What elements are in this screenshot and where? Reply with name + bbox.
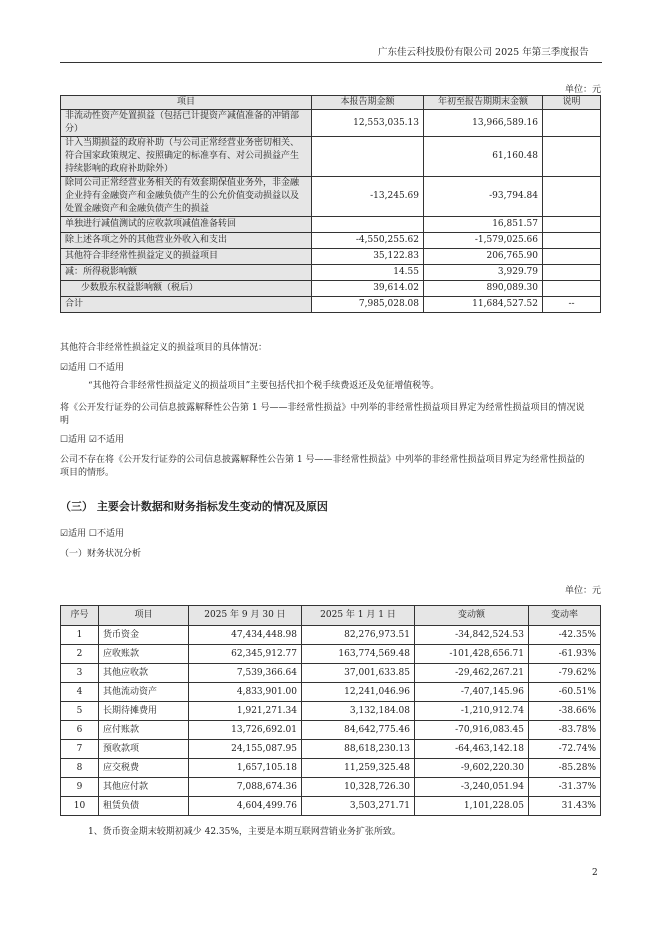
row-note (543, 177, 601, 217)
row-item: 应交税费 (99, 759, 189, 778)
row-change: -101,428,656.71 (415, 645, 529, 664)
table-row (61, 297, 601, 313)
column-header: 本报告期金额 (312, 96, 424, 110)
row-rate: -31.37% (529, 778, 601, 797)
footnote-cash: 1、货币资金期末较期初减少 42.35%，主要是本期互联网营销业务扩张所致。 (88, 827, 401, 837)
row-ytd: 11,684,527.52 (424, 297, 543, 313)
row-ytd: 3,929.79 (424, 265, 543, 281)
row-item: 其他应付款 (99, 778, 189, 797)
row-start-balance: 3,503,271.71 (302, 797, 415, 816)
row-note (543, 137, 601, 177)
table-row (61, 265, 601, 281)
table-row (61, 721, 601, 740)
row-rate: 31.43% (529, 797, 601, 816)
table-row (61, 778, 601, 797)
table-row (61, 626, 601, 645)
column-header: 2025 年 9 月 30 日 (189, 606, 302, 626)
row-end-balance: 4,833,901.00 (189, 683, 302, 702)
row-ytd: 13,966,589.16 (424, 110, 543, 137)
column-header: 项目 (61, 96, 312, 110)
row-start-balance: 12,241,046.96 (302, 683, 415, 702)
row-end-balance: 1,657,105.18 (189, 759, 302, 778)
row-change: -64,463,142.18 (415, 740, 529, 759)
row-note (543, 233, 601, 249)
row-item: 长期待摊费用 (99, 702, 189, 721)
table-row (61, 281, 601, 297)
paragraph-other-items: 其他符合非经常性损益定义的损益项目的具体情况： (60, 343, 268, 353)
row-note (543, 217, 601, 233)
row-item: 减：所得税影响额 (61, 265, 312, 281)
row-end-balance: 7,088,674.36 (189, 778, 302, 797)
row-item: 单独进行减值测试的应收款项减值准备转回 (61, 217, 312, 233)
row-end-balance: 13,726,692.01 (189, 721, 302, 740)
row-current: 39,614.02 (312, 281, 424, 297)
row-current: 12,553,035.13 (312, 110, 424, 137)
row-start-balance: 10,328,726.30 (302, 778, 415, 797)
applicable-checkbox-2: ☐适用 ☑不适用 (60, 435, 124, 445)
unit-label-2: 单位：元 (565, 586, 602, 596)
row-current: -4,550,255.62 (312, 233, 424, 249)
row-current: 35,122.83 (312, 249, 424, 265)
row-item: 应收账款 (99, 645, 189, 664)
table-row (61, 217, 601, 233)
row-number: 3 (61, 664, 99, 683)
row-rate: -85.28% (529, 759, 601, 778)
row-end-balance: 7,539,366.64 (189, 664, 302, 683)
table-row (61, 759, 601, 778)
row-rate: -72.74% (529, 740, 601, 759)
paragraph-classification: 将《公开发行证券的公司信息披露解释性公告第 1 号——非经常性损益》中列举的非经常性损益项目界定为经常性损益项目的情况说明 (60, 403, 585, 426)
paragraph-explanation: “其他符合非经常性损益定义的损益项目”主要包括代扣个税手续费返还及免征增值税等。 (88, 381, 440, 391)
report-header-title: 广东佳云科技股份有限公司 2025 年第三季度报告 (378, 47, 589, 58)
row-change: -34,842,524.53 (415, 626, 529, 645)
column-header: 序号 (61, 606, 99, 626)
row-end-balance: 1,921,271.34 (189, 702, 302, 721)
row-number: 10 (61, 797, 99, 816)
subsection-title: （一）财务状况分析 (60, 549, 142, 559)
column-header: 说明 (543, 96, 601, 110)
row-end-balance: 4,604,499.76 (189, 797, 302, 816)
table-row (61, 177, 601, 217)
header-divider (60, 62, 602, 63)
row-change: -1,210,912.74 (415, 702, 529, 721)
column-header: 年初至报告期期末金额 (424, 96, 543, 110)
row-number: 8 (61, 759, 99, 778)
table-row (61, 702, 601, 721)
table-header-row (61, 606, 601, 626)
row-start-balance: 3,132,184.08 (302, 702, 415, 721)
row-ytd: 890,089.30 (424, 281, 543, 297)
row-ytd: 61,160.48 (424, 137, 543, 177)
row-rate: -60.51% (529, 683, 601, 702)
table-header-row (61, 96, 601, 110)
row-item: 少数股东权益影响额（税后） (61, 281, 312, 297)
page-number: 2 (592, 868, 598, 878)
row-number: 2 (61, 645, 99, 664)
row-item: 预收款项 (99, 740, 189, 759)
row-number: 1 (61, 626, 99, 645)
row-note (543, 249, 601, 265)
row-rate: -61.93% (529, 645, 601, 664)
row-note (543, 265, 601, 281)
row-item: 合计 (61, 297, 312, 313)
unit-label-1: 单位：元 (565, 85, 602, 95)
row-item: 其他符合非经常性损益定义的损益项目 (61, 249, 312, 265)
row-change: -7,407,145.96 (415, 683, 529, 702)
row-change: -70,916,083.45 (415, 721, 529, 740)
row-start-balance: 84,642,775.46 (302, 721, 415, 740)
table-row (61, 645, 601, 664)
table-row (61, 740, 601, 759)
row-item: 除上述各项之外的其他营业外收入和支出 (61, 233, 312, 249)
row-rate: -38.66% (529, 702, 601, 721)
table-row (61, 249, 601, 265)
row-change: -3,240,051.94 (415, 778, 529, 797)
row-start-balance: 82,276,973.51 (302, 626, 415, 645)
row-item: 非流动性资产处置损益（包括已计提资产减值准备的冲销部分） (61, 110, 312, 137)
row-number: 5 (61, 702, 99, 721)
row-start-balance: 37,001,633.85 (302, 664, 415, 683)
row-ytd: 206,765.90 (424, 249, 543, 265)
row-item: 其他流动资产 (99, 683, 189, 702)
column-header: 项目 (99, 606, 189, 626)
row-item: 租赁负债 (99, 797, 189, 816)
row-change: -29,462,267.21 (415, 664, 529, 683)
row-note (543, 110, 601, 137)
table-row (61, 137, 601, 177)
column-header: 2025 年 1 月 1 日 (302, 606, 415, 626)
non-recurring-items-table (60, 95, 601, 313)
row-item: 其他应收款 (99, 664, 189, 683)
row-start-balance: 88,618,230.13 (302, 740, 415, 759)
table-row (61, 797, 601, 816)
row-item: 除同公司正常经营业务相关的有效套期保值业务外，非金融企业持有金融资产和金融负债产生的公允价值变动损益以及处置金融资产和金融负债产生的损益 (61, 177, 312, 217)
row-start-balance: 11,259,325.48 (302, 759, 415, 778)
row-item: 计入当期损益的政府补助（与公司正常经营业务密切相关、符合国家政策规定、按照确定的标准享有、对公司损益产生持续影响的政府补助除外） (61, 137, 312, 177)
row-current: 14.55 (312, 265, 424, 281)
table-row (61, 683, 601, 702)
financial-position-table (60, 605, 601, 816)
row-ytd: -1,579,025.66 (424, 233, 543, 249)
paragraph-no-classification: 公司不存在将《公开发行证券的公司信息披露解释性公告第 1 号——非经常性损益》中列举的非经常性损益项目界定为经常性损益的项目的情形。 (60, 455, 585, 478)
row-end-balance: 24,155,087.95 (189, 740, 302, 759)
section-title: （三） 主要会计数据和财务指标发生变动的情况及原因 (60, 500, 328, 513)
row-end-balance: 47,434,448.98 (189, 626, 302, 645)
row-item: 应付账款 (99, 721, 189, 740)
row-rate: -83.78% (529, 721, 601, 740)
row-end-balance: 62,345,912.77 (189, 645, 302, 664)
row-current (312, 217, 424, 233)
row-current: -13,245.69 (312, 177, 424, 217)
row-change: 1,101,228.05 (415, 797, 529, 816)
row-item: 货币资金 (99, 626, 189, 645)
row-current: 7,985,028.08 (312, 297, 424, 313)
table-row (61, 110, 601, 137)
row-change: -9,602,220.30 (415, 759, 529, 778)
row-ytd: 16,851.57 (424, 217, 543, 233)
row-current (312, 137, 424, 177)
column-header: 变动率 (529, 606, 601, 626)
row-number: 9 (61, 778, 99, 797)
row-number: 6 (61, 721, 99, 740)
table-row (61, 233, 601, 249)
row-ytd: -93,794.84 (424, 177, 543, 217)
row-start-balance: 163,774,569.48 (302, 645, 415, 664)
row-number: 4 (61, 683, 99, 702)
applicable-checkbox-1: ☑适用 ☐不适用 (60, 363, 124, 373)
row-note (543, 281, 601, 297)
table-row (61, 664, 601, 683)
row-number: 7 (61, 740, 99, 759)
row-note: -- (543, 297, 601, 313)
column-header: 变动额 (415, 606, 529, 626)
row-rate: -79.62% (529, 664, 601, 683)
row-rate: -42.35% (529, 626, 601, 645)
applicable-checkbox-3: ☑适用 ☐不适用 (60, 529, 124, 539)
